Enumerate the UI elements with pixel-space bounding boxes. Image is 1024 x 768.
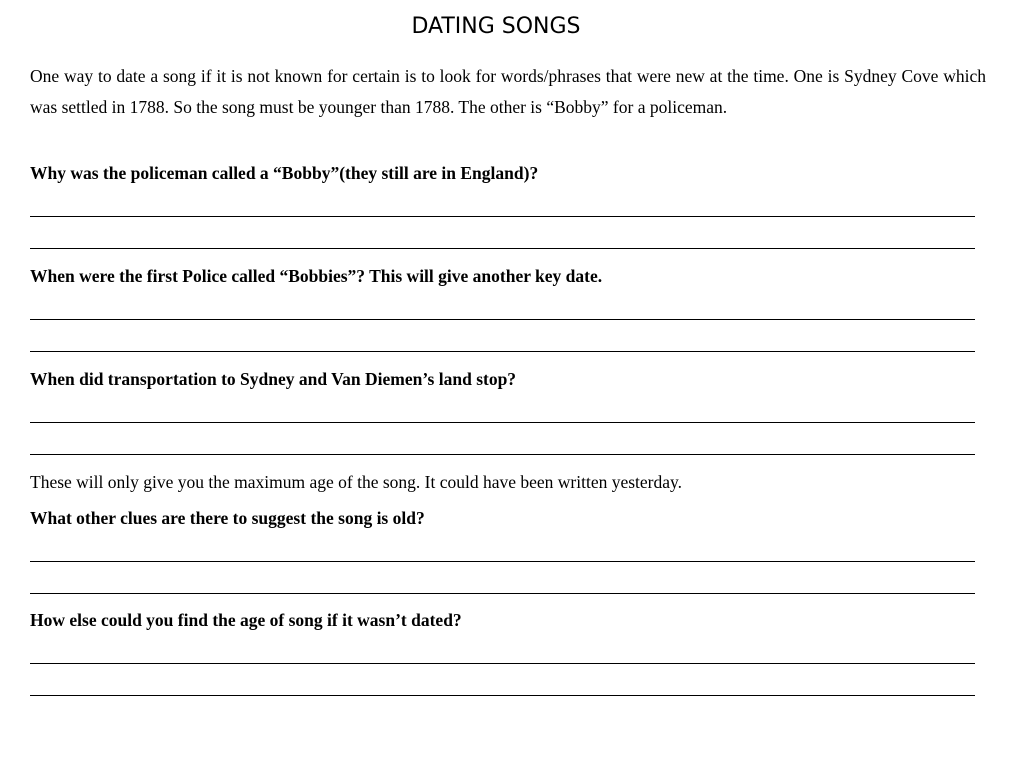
answer-line-4a[interactable] [30,561,975,562]
answer-line-3b[interactable] [30,454,975,455]
question-5: How else could you find the age of song if it wasn’t dated? [30,610,462,630]
page-title: DATING SONGS [411,14,581,39]
question-1: Why was the policeman called a “Bobby”(they still are in England)? [30,163,539,183]
answer-line-2b[interactable] [30,351,975,352]
intro-paragraph: One way to date a song if it is not known for certain is to look for words/phrases that were new at the time. One is Sydney Cove which was settled in 1788. So the song must be younger than 1788. The other is “Bobby” for a policeman. [30,66,986,117]
answer-line-3a[interactable] [30,422,975,423]
question-3: When did transportation to Sydney and Van Diemen’s land stop? [30,369,517,389]
answer-line-1a[interactable] [30,216,975,217]
question-2: When were the first Police called “Bobbies”? This will give another key date. [30,266,603,286]
note-text: These will only give you the maximum age of the song. It could have been written yesterday. [30,472,683,492]
answer-line-4b[interactable] [30,593,975,594]
answer-line-2a[interactable] [30,319,975,320]
answer-line-1b[interactable] [30,248,975,249]
answer-line-5a[interactable] [30,663,975,664]
answer-line-5b[interactable] [30,695,975,696]
question-4: What other clues are there to suggest the song is old? [30,508,425,528]
